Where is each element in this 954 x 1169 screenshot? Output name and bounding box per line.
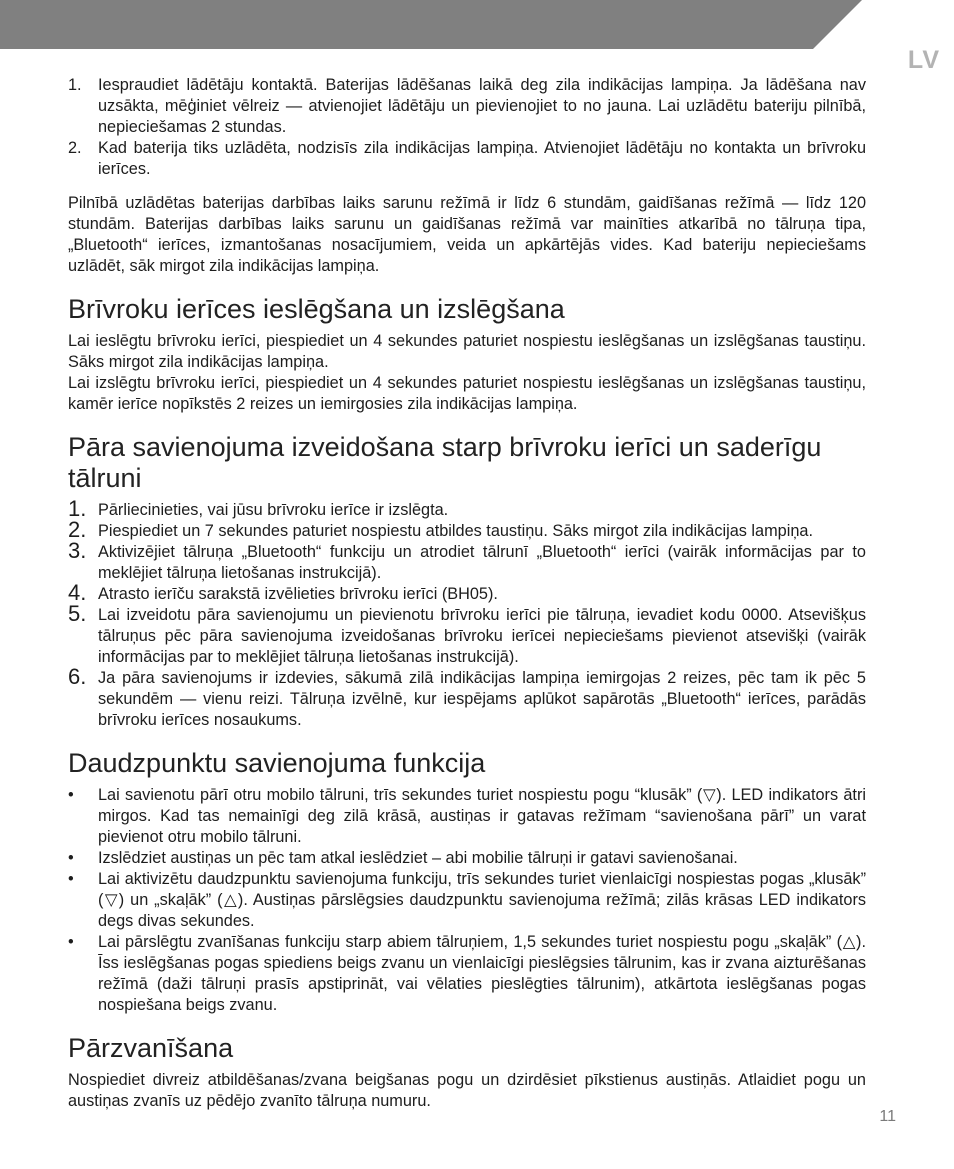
charging-steps: [68, 75, 866, 180]
list-item: [68, 138, 866, 180]
step-number: 2.: [68, 139, 82, 157]
page-number: 11: [879, 1108, 896, 1125]
bullet-icon: •: [68, 849, 74, 867]
list-item: [68, 601, 866, 668]
step-number: 2.: [68, 517, 87, 542]
list-item: [68, 75, 866, 138]
step-text: Piespiediet un 7 sekundes paturiet nospiestu atbildes taustiņu. Sāks mirgot zila indikācijas lampiņa.: [98, 522, 813, 540]
language-code: LV: [907, 46, 940, 74]
step-number: 1.: [68, 76, 82, 94]
list-item: [68, 496, 866, 521]
section-heading-pairing: Pāra savienojuma izveidošana starp brīvroku ierīci un saderīgu tālruni: [68, 432, 822, 493]
step-number: 4.: [68, 580, 87, 605]
step-text: Lai izveidotu pāra savienojumu un pievienotu brīvroku ierīci pie tālruņa, ievadiet kodu 0000. Atsevišķus tālruņus pēc pāra savienojuma izveidošanas brīvroku ierīcei nepieciešams pievienot atsevišķi (vairāk informācijas par to meklējiet tālruņa lietošanas instrukcijā).: [98, 606, 866, 666]
section-heading-power: Brīvroku ierīces ieslēgšana un izslēgšana: [68, 294, 565, 324]
list-item: [68, 848, 866, 869]
list-item: [68, 932, 866, 1016]
step-text: Aktivizējiet tālruņa „Bluetooth“ funkciju un atrodiet tālrunī „Bluetooth“ ierīci (vairāk informācijas par to meklējiet tālruņa lietošanas instrukcijā).: [98, 543, 866, 582]
step-text: Pārliecinieties, vai jūsu brīvroku ierīce ir izslēgta.: [98, 501, 449, 519]
step-text: Kad baterija tiks uzlādēta, nodzisīs zila indikācijas lampiņa. Atvienojiet lādētāju no kontakta un brīvroku ierīces.: [98, 139, 866, 178]
power-on-paragraph: Lai ieslēgtu brīvroku ierīci, piespiediet un 4 sekundes paturiet nospiestu ieslēgšanas un izslēgšanas taustiņu. Sāks mirgot zila indikācijas lampiņa.: [68, 332, 866, 371]
page-content: [68, 75, 866, 1112]
list-item: [68, 869, 866, 932]
header-bar: [0, 0, 954, 49]
bullet-icon: •: [68, 870, 74, 888]
list-item: [68, 517, 866, 542]
multipoint-list: [68, 785, 866, 1016]
bullet-icon: •: [68, 933, 74, 951]
bullet-icon: •: [68, 786, 74, 804]
step-text: Atrasto ierīču sarakstā izvēlieties brīvroku ierīci (BH05).: [98, 585, 498, 603]
step-number: 1.: [68, 496, 87, 521]
step-number: 5.: [68, 601, 87, 626]
bullet-text: Lai aktivizētu daudzpunktu savienojuma funkciju, trīs sekundes turiet vienlaicīgi nospiestas pogas „klusāk” (▽) un „skaļāk” (△). Austiņas pārslēgsies daudzpunktu savienojuma režīmā; zilās krāsas LED indikators degs divas sekundes.: [98, 870, 866, 930]
step-text: Iespraudiet lādētāju kontaktā. Baterijas lādēšanas laikā deg zila indikācijas lampiņa. Ja lādēšana nav uzsākta, mēģiniet vēlreiz — atvienojiet lādētāju un pievienojiet to no jauna. Lai uzlādētu bateriju pilnībā, nepieciešamas 2 stundas.: [98, 76, 866, 136]
step-number: 6.: [68, 664, 87, 689]
list-item: [68, 580, 866, 605]
redial-paragraph: Nospiediet divreiz atbildēšanas/zvana beigšanas pogu un dzirdēsiet pīkstienus austiņās. Atlaidiet pogu un austiņas zvanīs uz pēdējo zvanīto tālruņa numuru.: [68, 1071, 866, 1110]
battery-paragraph: Pilnībā uzlādētas baterijas darbības laiks sarunu režīmā ir līdz 6 stundām, gaidīšanas režīmā — līdz 120 stundām. Baterijas darbības laiks sarunu un gaidīšanas režīmā var mainīties atkarībā no tālruņa tipa, „Bluetooth“ ierīces, izmantošanas nosacījumiem, veida un apkārtējās vides. Kad bateriju nepieciešams uzlādēt, sāk mirgot zila indikācijas lampiņa.: [68, 194, 866, 275]
step-text: Ja pāra savienojums ir izdevies, sākumā zilā indikācijas lampiņa iemirgojas 2 reizes, pēc tam ik pēc 5 sekundēm — vienu reizi. Tālruņa izvēlnē, kur iespējams aplūkot sapārotās „Bluetooth“ ierīces, parādās brīvroku ierīces nosaukums.: [98, 669, 866, 729]
list-item: [68, 785, 866, 848]
section-heading-redial: Pārzvanīšana: [68, 1033, 234, 1063]
bullet-text: Lai pārslēgtu zvanīšanas funkciju starp abiem tālruņiem, 1,5 sekundes turiet nospiestu pogu „skaļāk” (△). Īss ieslēgšanas pogas spiediens beigs zvanu un vienlaicīgi pieslēgsies tālrunim, kas ir zvana aizturēšanas režīmā (daži tālruņi prasīs apstiprināt, vai vēlaties pieslēgties tālrunim), atkārtota ieslēgšanas pogas nospiešana beigs zvanu.: [98, 933, 866, 1014]
bullet-text: Izslēdziet austiņas un pēc tam atkal ieslēdziet – abi mobilie tālruņi ir gatavi savienošanai.: [98, 849, 738, 867]
list-item: [68, 538, 866, 584]
pairing-steps: [68, 496, 866, 731]
step-number: 3.: [68, 538, 87, 563]
power-off-paragraph: Lai izslēgtu brīvroku ierīci, piespiediet un 4 sekundes paturiet nospiestu ieslēgšanas un izslēgšanas taustiņu, kamēr ierīce nopīkstēs 2 reizes un iemirgosies zila indikācijas lampiņa.: [68, 374, 866, 413]
list-item: [68, 664, 866, 731]
section-heading-multipoint: Daudzpunktu savienojuma funkcija: [68, 748, 486, 778]
bullet-text: Lai savienotu pārī otru mobilo tālruni, trīs sekundes turiet nospiestu pogu “klusāk” (▽). LED indikators ātri mirgos. Kad tas nemainīgi deg zilā krāsā, austiņas ir gatavas režīmam “savienošana pārī” un varat pievienot otru mobilo tālruni.: [98, 786, 866, 846]
